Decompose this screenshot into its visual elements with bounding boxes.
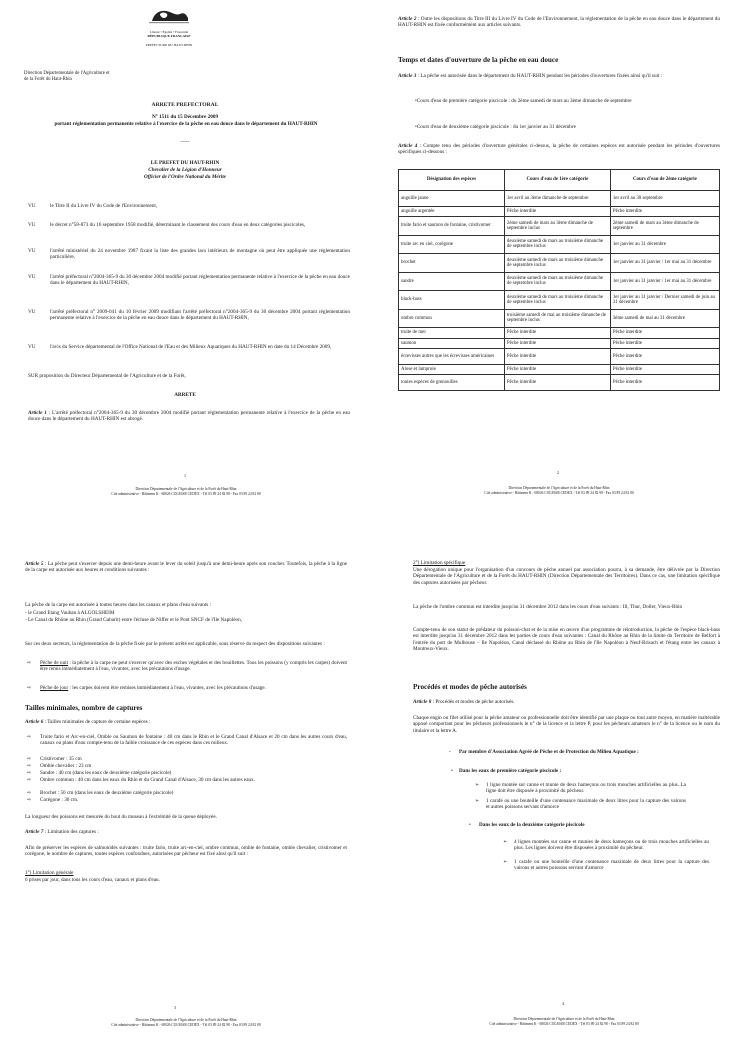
table-header-row	[399, 170, 720, 191]
table-cell: troisième samedi de mai au troisième dimanche de septembre inclus	[504, 309, 610, 328]
table-cell: 2ème samedi de mars au 3ème dimanche de septembre	[610, 217, 719, 236]
table-cell: deuxième samedi de mars au troisième dimanche de septembre inclus	[504, 235, 610, 254]
carpe-intro: La pêche de la carpe est autorisée à toutes heures dans les canaux et plans d'eau suivants :	[25, 602, 212, 608]
table-cell: black-bass	[399, 291, 505, 310]
dash-bullet: -	[449, 749, 451, 755]
direction-name: Direction Départementale de l'Agriculture et de la Forêt du Haut-Rhin	[24, 71, 110, 82]
table-cell: 1er avril au 30 septembre	[610, 191, 719, 207]
article-1: Article 1 : L'arrêté préfectoral n°2004-365-9 du 30 décembre 2004 modifié portant réglementation permanente relative à l'exercice de la pêche en eau douce dans le département du HAUT-RHIN est abrogé.	[28, 410, 350, 423]
table-row	[399, 191, 720, 207]
footer-line-1: Direction Départementale de l'Agriculture et de la Forêt du Haut-Rhin	[508, 486, 610, 490]
vu-item: l'arrêté préfectoral n° 2009-041 du 10 février 2009 modifiant l'arrêté préfectoral n°2004-365-9 du 30 décembre 2004 portant réglementation permanente relative à l'exercice de la pêche en eau douce dans le département du HAUT-RHIN,	[50, 309, 350, 322]
table-cell: brochet	[399, 254, 505, 273]
table-row	[399, 206, 720, 217]
category-2-item: 1 carafe ou une bouteille d'une contenance maximale de deux litres pour la capture des vairons et autres poissons servant d'amorce	[514, 859, 709, 872]
arrow-icon: ⇨	[27, 660, 32, 666]
table-cell: deuxième samedi de mars au troisième dimanche de septembre inclus	[504, 272, 610, 291]
blackbass-interdiction: Compte-tenu de son statut de prédateur du poisson-chat et de la mise en œuvre d'un programme de réintroduction, la pêche de l'espèce black-bass est interdite jusqu'au 31 décembre 2012 dans les parties de cours d'eau suivantes : Canal du Rhône au Rhin de la limite du Territoire de Belfort à l'entrée du port de Mulhouse – Ile Napoléon, Canal déclassé du Rhône au Rhin de l'Ile Napoléon à Neuf-Brisach et l'étang entre les canaux à Montreux-Vieux.	[413, 627, 720, 653]
table-cell: deuxième samedi de mars au troisième dimanche de septembre inclus	[504, 254, 610, 273]
table-cell: Pêche interdite	[610, 364, 719, 375]
vu-label: VU	[28, 203, 36, 209]
category-1-heading: Dans les eaux de première catégorie piscicole :	[459, 768, 562, 774]
prefet-title: LE PREFET DU HAUT-RHIN	[150, 160, 220, 166]
arrow-bullet-icon: ➢	[503, 839, 508, 845]
limitation-specifique: Une dérogation unique pour l'organisation d'un concours de pêche annuel par association pourra, à sa demande, être délivrée par la Direction Départementale de l'Agriculture et de la Forêt du HAUT-RHIN (Direction Départementale des Territoires). Dans ce cas, une limitation spécifique des captures autorisées par pêcheur.	[413, 567, 720, 586]
arrow-icon: ⇨	[27, 756, 32, 762]
arrow-bullet-icon: ➢	[475, 782, 480, 788]
section-heading: Procédés et modes de pêche autorisés	[413, 683, 527, 691]
bullet-category-1: •Cours d'eau de première catégorie piscicole : du 2ème samedi de mars au 3ème dimanche de septembre	[415, 98, 632, 104]
marianne-logo	[146, 8, 192, 30]
article-2: Article 2 : Outre les dispositions du Titre III du Livre IV du Code de l'Environnement, la réglementation de la pêche en eau douce dans le département du HAUT-RHIN est fixée conformément aux articles suivants.	[398, 16, 720, 29]
taille-item: Ombre commun : 40 cm dans les eaux du Rhin et du Grand Canal d'Alsace, 30 cm dans les autres eaux.	[40, 777, 256, 783]
taille-item: Truite fario et Arc-en-ciel, Omble ou Saumon de fontaine : 40 cm dans le Rhin et le Grand Canal d'Alsace et 20 cm dans les autres cours d'eau, canaux ou plans d'eau compte-tenu de la faible croissance de ces espèces dans ces milieux.	[40, 734, 347, 747]
bullet-dot: •	[469, 822, 471, 828]
footer-line-2: Cité administrative - Bâtiment K - 68026 COLMAR CEDEX - Tél 03 89 24 82 98 - Fax 03 89 24 82 80	[111, 1023, 261, 1027]
taille-item: Omble chevalier : 23 cm	[40, 763, 92, 769]
vu-item: l'avis du Service départemental de l'Office National de l'Eau et des Milieux Aquatiques du HAUT-RHIN en date du 14 Décembre 2009,	[50, 344, 332, 350]
sur-proposition: SUR proposition du Directeur Départemental de l'Agriculture et de la Forêt,	[28, 373, 186, 379]
officier-title: Officier de l'Ordre National du Mérite	[144, 174, 226, 180]
document-page-1	[0, 0, 373, 531]
table-cell: 1er janvier au 31 décembre	[610, 235, 719, 254]
table-row	[399, 338, 720, 349]
table-cell: écrevisses autres que les écrevisses américaines	[399, 349, 505, 365]
vu-label: VU	[28, 248, 36, 254]
table-cell: sandre	[399, 272, 505, 291]
page-number: 3	[174, 1005, 176, 1010]
limitation-specifique-label: 2°) Limitation spécifique	[413, 560, 466, 566]
arrow-bullet-icon: ➢	[503, 859, 508, 865]
peche-jour: Pêche de jour : les carpes doivent être remises immédiatement à l'eau, vivantes, avec les précautions d'usage.	[40, 685, 266, 691]
article-7: Article 7 : Limitation des captures :	[25, 829, 99, 835]
table-cell: Pêche interdite	[504, 375, 610, 391]
table-row	[399, 328, 720, 339]
table-cell: truite de mer	[399, 328, 505, 339]
table-cell: Pêche interdite	[610, 206, 719, 217]
table-header: Cours d'eau de 1ère catégorie	[504, 170, 610, 191]
footer-line-1: Direction Départementale de l'Agriculture et de la Forêt du Haut-Rhin	[135, 1018, 237, 1022]
footer-line-2: Cité administrative - Bâtiment K - 68026 COLMAR CEDEX - Tél 03 89 24 82 98 - Fax 03 89 24 82 80	[111, 492, 261, 496]
taille-item: Brochet : 50 cm (dans les eaux de deuxième catégorie piscicole)	[40, 790, 174, 796]
document-page-4	[373, 531, 746, 1062]
carpe-item: - le Grand Etang Vauban à ALGOLSHEIM	[25, 610, 115, 616]
table-cell: Pêche interdite	[610, 338, 719, 349]
table-row	[399, 272, 720, 291]
arrow-icon: ⇨	[27, 763, 32, 769]
arrete-subject: portant réglementation permanente relative à l'exercice de la pêche en eau douce dans le département du HAUT-RHIN	[54, 121, 318, 127]
table-cell: Pêche interdite	[610, 349, 719, 365]
section-heading: Temps et dates d'ouverture de la pêche en eau douce	[398, 56, 559, 64]
table-cell: 1er janvier au 31 janvier / Dernier samedi de juin au 31 décembre	[610, 291, 719, 310]
category-1-item: 1 carafe ou une bouteille d'une contenance maximale de deux litres pour la capture des vairons et autres poissons servant d'amorce	[486, 798, 686, 811]
table-row	[399, 375, 720, 391]
table-row	[399, 291, 720, 310]
taille-item: Sandre : 40 cm (dans les eaux de deuxième catégorie piscicole)	[40, 770, 172, 776]
vu-label: VU	[28, 309, 36, 315]
arrow-icon: ⇨	[27, 777, 32, 783]
footer-line-2: Cité administrative - Bâtiment K - 68026 COLMAR CEDEX - Tél 03 89 24 82 98 - Fax 03 89 24 82 80	[484, 491, 634, 495]
carpe-item: - Le Canal du Rhône au Rhin (Grand Gabarit) entre l'écluse de Niffer et le Pont SNCF de l'Ile Napoléon,	[25, 617, 242, 623]
republic-motto: Liberté • Égalité • Fraternité	[149, 30, 189, 34]
peche-nuit: Pêche de nuit : la pêche à la carpe ne peut s'exercer qu'avec des esches végétales et des bouillettes. Tous les poissons (y compris les carpes) doivent être remis immédiatement à l'eau, vivantes, avec les précautions d'usage.	[40, 660, 347, 673]
page-number: 4	[562, 1001, 564, 1006]
table-cell: 2ème samedi de mars au 3ème dimanche de septembre inclus	[504, 217, 610, 236]
article-4: Article 4 : Compte tenu des périodes d'ouverture générales ci-dessus, la pêche de certaines espèces est autorisée pendant les périodes d'ouvertures spécifiques ci-dessous :	[398, 143, 720, 156]
article-3: Article 3 : La pêche est autorisée dans le département du HAUT-RHIN pendant les périodes d'ouvertures fixées ainsi qu'il suit :	[398, 73, 663, 79]
table-cell: Alose et lamproie	[399, 364, 505, 375]
category-2-heading: Dans les eaux de la deuxième catégorie piscicole	[479, 822, 585, 828]
table-cell: truite arc en ciel, corégone	[399, 235, 505, 254]
secteurs-text: Sur ces deux secteurs, la réglementation de la pêche fixée par le présent arrêté est applicable, sous réserve du respect des dispositions suivantes :	[25, 641, 325, 647]
article-6: Article 6 : Tailles minimales de capture de certaine espèces :	[25, 719, 151, 725]
table-cell: 3ème samedi de mai au 31 décembre	[610, 309, 719, 328]
vu-item: l'arrêté préfectoral n°2004-365-9 du 30 décembre 2004 modifié portant réglementation permanente relative à l'exercice de la pêche en eau douce dans le département du HAUT-RHIN,	[50, 274, 350, 287]
ombre-interdiction: La pêche de l'ombre commun est interdite jusqu'au 31 décembre 2012 dans les cours d'eau suivants : Ill, Thur, Doller, Vieux-Rhin	[413, 604, 683, 610]
section-heading: Tailles minimales, nombre de captures	[25, 704, 143, 712]
table-cell: saumon	[399, 338, 505, 349]
vu-item: le décret n°58-873 du 16 septembre 1958 modifié, déterminant le classement des cours d'eau en deux catégories piscicoles,	[50, 222, 306, 228]
category-2-item: 4 lignes montées sur canne et munies de deux hameçons ou de trois mouches artificielles au plus. Les lignes doivent être disposées à proximité du pêcheur.	[514, 839, 709, 852]
salmonides-text: Afin de préserver les espèces de salmonidés suivantes : truite fario, truite arc-en-ciel, ombre commun, omble de fontaine, omble chevalier, cristivomer et corégone, le nombre de captures, toutes espèces confondues, autorisées par pêcheur est fixé ainsi qu'il suit :	[25, 845, 347, 858]
table-cell: anguille jaune	[399, 191, 505, 207]
table-cell: truite fario et saumon de fontaine, cristivomer	[399, 217, 505, 236]
table-cell: Pêche interdite	[504, 364, 610, 375]
table-header: Cours d'eau de 2ème catégorie	[610, 170, 719, 191]
table-cell: anguille argentée	[399, 206, 505, 217]
limitation-generale: 6 prises par jour, dans tous les cours d'eau, canaux et plans d'eau.	[25, 877, 160, 883]
taille-item: Corégone : 30 cm.	[40, 797, 79, 803]
footer-line-1: Direction Départementale de l'Agriculture et de la Forêt du Haut-Rhin	[513, 1017, 615, 1021]
bullet-category-2: •Cours d'eau de deuxième catégorie piscicole : du 1er janvier au 31 décembre	[415, 124, 576, 130]
table-cell: deuxième samedi de mars au troisième dimanche de septembre inclus	[504, 291, 610, 310]
taille-item: Cristivomer : 35 cm	[40, 756, 82, 762]
table-row	[399, 349, 720, 365]
table-header: Désignation des espèces	[399, 170, 505, 191]
table-cell: Pêche interdite	[504, 328, 610, 339]
chevalier-title: Chevalier de la Légion d'Honneur	[148, 167, 222, 173]
table-cell: toutes espèces de grenouilles	[399, 375, 505, 391]
table-cell: Pêche interdite	[504, 206, 610, 217]
document-page-2	[373, 0, 746, 531]
table-cell: 1er janvier au 31 janvier / 1er mai au 31 décembre	[610, 272, 719, 291]
table-row	[399, 309, 720, 328]
republic-name: RÉPUBLIQUE FRANÇAISE	[147, 34, 191, 38]
bullet-dot: •	[451, 768, 453, 774]
footer-line-1: Direction Départementale de l'Agriculture et de la Forêt du Haut-Rhin	[135, 487, 237, 491]
table-row	[399, 217, 720, 236]
document-page-3	[0, 531, 373, 1062]
vu-label: VU	[28, 274, 36, 280]
vu-label: VU	[28, 344, 36, 350]
table-cell: Pêche interdite	[504, 349, 610, 365]
species-periods-table	[398, 169, 720, 391]
table-cell: Pêche interdite	[610, 328, 719, 339]
arrete-title: ARRETE PREFECTORAL	[151, 102, 219, 108]
table-row	[399, 254, 720, 273]
engin-text: Chaque engin ou filet utilisé pour la pêche amateur ou professionnelle doit être identifié par une plaque ou tout autre moyen, en matière inaltérable apposé comportant pour les pêcheurs professionnels le n° de la licence et la lettre P, pour les pêcheurs amateurs le n° de la licence ou le nom du titulaire et la lettre A.	[413, 715, 720, 734]
article-5: Article 5 : La pêche peut s'exercer depuis une demi-heure avant le lever du soleil jusqu'à une demi-heure après son coucher. Toutefois, la pêche à la ligne de la carpe est autorisée aux heures et conditions suivantes :	[25, 561, 347, 574]
arrow-icon: ⇨	[27, 770, 32, 776]
arrow-icon: ⇨	[27, 797, 32, 803]
table-cell: 1er avril au 3ème dimanche de septembre	[504, 191, 610, 207]
arrow-icon: ⇨	[27, 790, 32, 796]
arrete-number: N° 1511 du 15 Décembre 2009	[151, 114, 219, 120]
longueur-text: La longueur des poissons est mesurée du bout du museau à l'extrémité de la queue déployée.	[25, 814, 217, 820]
table-row	[399, 364, 720, 375]
vu-item: le Titre II du Livre IV du Code de l'Environnement,	[50, 203, 158, 209]
arrow-bullet-icon: ➢	[475, 798, 480, 804]
table-row	[399, 235, 720, 254]
prefecture-name: PREFECTURE DU HAUT-RHIN	[145, 43, 193, 47]
table-cell: 1er janvier au 31 janvier / 1er mai au 31 décembre	[610, 254, 719, 273]
limitation-generale-label: 1°) Limitation générale	[25, 870, 74, 876]
page-number: 2	[557, 470, 559, 475]
vu-label: VU	[28, 222, 36, 228]
table-cell: ombre commun	[399, 309, 505, 328]
separator: -----	[180, 139, 190, 145]
category-1-item: 1 ligne montée sur canne et munie de deux hameçons ou trois mouches artificielles au plus. La ligne doit être disposée à proximité du pêcheur.	[486, 782, 686, 795]
article-8: Article 8 : Procédés et modes de pêche autorisés.	[413, 699, 515, 705]
arrow-icon: ⇨	[27, 734, 32, 740]
table-cell: Pêche interdite	[610, 375, 719, 391]
table-cell: Pêche interdite	[504, 338, 610, 349]
arrete-heading: ARRETE	[174, 392, 196, 398]
footer-line-2: Cité administrative - Bâtiment K - 68026 COLMAR CEDEX - Tél 03 89 24 82 98 - Fax 03 89 24 82 80	[489, 1022, 639, 1026]
arrow-icon: ⇨	[27, 685, 32, 691]
member-heading: Par membre d'Association Agréé de Pêche et de Protection du Milieu Aquatique :	[459, 749, 639, 755]
page-number: 1	[184, 473, 186, 478]
vu-item: l'arrêté ministériel du 24 novembre 1987 fixant la liste des grandes lacs intérieurs de montagne où peut être appliquée une réglementation particulière,	[50, 248, 350, 261]
